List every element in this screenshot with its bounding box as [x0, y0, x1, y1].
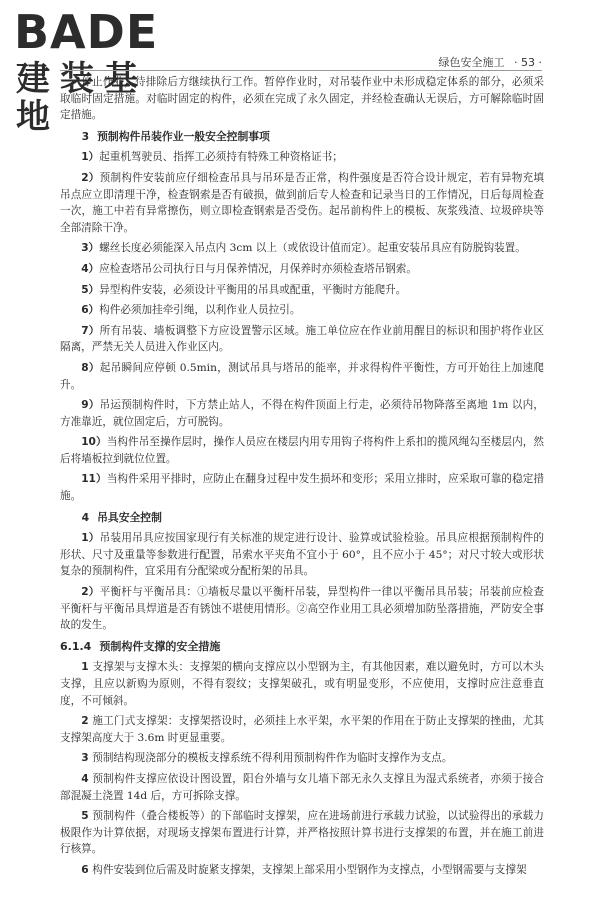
item-number: 8） — [81, 361, 100, 374]
body-paragraph — [60, 261, 544, 278]
item-number: 2） — [81, 171, 100, 184]
paragraph-text: 应检查塔吊公司执行日与月保养情况，月保养时亦须检查塔吊钢索。 — [99, 262, 417, 275]
item-number: 4 — [81, 772, 93, 785]
header-divider — [60, 70, 542, 71]
item-number: 10） — [81, 436, 107, 449]
paragraph-text: 构件必须加挂牵引绳，以利作业人员拉引。 — [99, 304, 301, 317]
paragraph-text: 预制构件吊装作业一般安全控制事项 — [97, 129, 270, 143]
paragraph-text: 预制构件支撑的安全措施 — [99, 639, 221, 653]
body-paragraph — [60, 659, 544, 709]
paragraph-text: 停止作业，待排除后方继续执行工作。暂停作业时，对吊装作业中未形成稳定体系的部分，必须采取临时固定措施。对临时固定的构件，必须在完成了永久固定，并经检查确认无误后，方可解除临时固定措施。 — [60, 76, 544, 122]
body-paragraph — [60, 170, 544, 236]
body-paragraph — [60, 530, 544, 580]
body-paragraph — [60, 302, 544, 319]
section-heading — [60, 639, 544, 656]
section-heading — [60, 129, 544, 146]
paragraph-text: 当构件吊至操作层时，操作人员应在楼层内用专用钩子将构件上系扣的揽风绳勾至楼层内，然后将墙板拉到就位位置。 — [60, 436, 545, 465]
paragraph-text: 预制构件（叠合楼板等）的下部临时支撑架，应在进场前进行承载力试验，以试验得出的承载力极限作为计算依据，对现场支撑架布置进行计算，并严格按照计算书进行支撑架的布置，并在施工前进行核算。 — [60, 810, 545, 856]
paragraph-text: 平衡杆与平衡吊具：①墙板尽量以平衡杆吊装，异型构件一律以平衡吊具吊装；吊装前应检查平衡杆与平衡吊具焊道是否有锈蚀不堪使用情形。②高空作业用工具必须增加防坠落措施，严防安全事故的发生。 — [60, 586, 544, 632]
item-number: 4 — [81, 510, 90, 524]
paragraph-text: 螺丝长度必须能深入吊点内 3cm 以上（或依设计值而定）。起重安装吊具应有防脱钩装置。 — [99, 242, 526, 255]
paragraph-text: 吊装用吊具应按国家现行有关标准的规定进行设计、验算或试验检验。吊具应根据预制构件的形状、尺寸及重量等参数进行配置，吊索水平夹角不宜小于 60°，且不应小于 45°；对尺寸较大或形状复杂的预制构件，宜采用有分配梁或分配桁架的吊具。 — [60, 532, 544, 578]
paragraph-text: 起吊瞬间应停顿 0.5min，测试吊具与塔吊的能率，并求得构件平衡性，方可开始往上加速爬升。 — [60, 361, 545, 391]
page-number: · 53 · — [514, 56, 542, 69]
page-body — [60, 74, 544, 879]
header-section-title: 绿色安全施工 — [438, 56, 505, 69]
body-paragraph — [60, 323, 544, 356]
item-number: 6.1.4 — [60, 639, 92, 653]
logo-wordmark: BADE — [14, 5, 159, 59]
item-number: 1 — [81, 661, 93, 674]
body-paragraph — [60, 74, 544, 124]
paragraph-text: 吊具安全控制 — [97, 510, 162, 524]
item-number: 2 — [81, 715, 93, 728]
paragraph-text: 预制构件安装前应仔细检查吊具与吊环是否正常，构件强度是否符合设计规定，若有异物充填吊点应立即清理干净，检查钢索是否有破损，做到前后专人检查和记录当日的工作情况，日后每周检查一次，施工中若有异常擦伤，则立即检查钢索是否受伤。起吊前构件上的模板、灰浆残渣、垃圾碎块等全部清除干净。 — [60, 171, 544, 234]
item-number: 3 — [81, 129, 90, 143]
paragraph-text: 异型构件安装，必须设计平衡用的吊具或配重，平衡时方能爬升。 — [99, 283, 407, 296]
body-paragraph — [60, 862, 544, 879]
body-paragraph — [60, 434, 544, 467]
paragraph-text: 施工门式支撑架：支撑架搭设时，必须挂上水平架，水平架的作用在于防止支撑架的挫曲，尤其支撑架高度大于 3.6m 时更显重要。 — [60, 715, 545, 744]
paragraph-text: 当构件采用平排时，应防止在翻身过程中发生损坏和变形；采用立排时，应采取可靠的稳定措施。 — [60, 473, 545, 503]
paragraph-text: 预制结构现浇部分的模板支撑系统不得利用预制构件作为临时支撑作为支点。 — [92, 752, 453, 765]
item-number: 6） — [81, 304, 100, 317]
paragraph-text: 预制构件支撑应依设计图设置，阳台外墙与女儿墙下部无永久支撑且为湿式系统者，亦须于接合部混凝土浇置 14d 后，方可拆除支撑。 — [60, 772, 545, 802]
item-number: 5） — [81, 283, 100, 296]
body-paragraph — [60, 471, 544, 504]
body-paragraph — [60, 282, 544, 299]
logo-subtitle: 建装基地 — [16, 59, 148, 137]
paragraph-text: 构件安装到位后需及时旋紧支撑架，支撑架上部采用小型钢作为支撑点，小型钢需要与支撑架 — [92, 863, 527, 876]
section-heading — [60, 510, 544, 527]
item-number: 5 — [81, 810, 93, 823]
body-paragraph — [60, 808, 544, 858]
paragraph-text: 支撑架与支撑木头：支撑架的横向支撑应以小型钢为主，有其他因素，难以避免时，方可以木头支撑，且应以新购为原则，不得有裂纹；支撑架破孔，或有明显变形，不应使用，支撑时应注意垂直度，不可倾斜。 — [60, 661, 545, 707]
paragraph-text: 所有吊装、墙板调整下方应设置警示区域。施工单位应在作业前用醒目的标识和围护将作业区隔离，严禁无关人员进入作业区内。 — [60, 324, 544, 354]
item-number: 1） — [81, 532, 100, 545]
item-number: 11） — [81, 473, 107, 486]
running-header — [439, 54, 542, 70]
item-number: 1） — [81, 151, 100, 164]
paragraph-text: 吊运预制构件时，下方禁止站人，不得在构件顶面上行走，必须待吊物降落至离地 1m 以内，方准靠近，就位固定后，方可脱钩。 — [60, 399, 544, 428]
body-paragraph — [60, 149, 544, 166]
paragraph-text: 起重机驾驶员、指挥工必须持有特殊工种资格证书； — [99, 151, 343, 164]
item-number: 6 — [81, 863, 93, 876]
item-number: 3） — [81, 242, 100, 255]
body-paragraph — [60, 397, 544, 430]
body-paragraph — [60, 240, 544, 257]
item-number: 2） — [81, 586, 100, 599]
item-number: 9） — [81, 399, 100, 412]
item-number: 7） — [81, 324, 100, 337]
body-paragraph — [60, 750, 544, 767]
item-number: 4） — [81, 262, 100, 275]
body-paragraph — [60, 360, 544, 393]
body-paragraph — [60, 584, 544, 634]
item-number: 3 — [81, 752, 93, 765]
body-paragraph — [60, 771, 544, 804]
body-paragraph — [60, 713, 544, 746]
